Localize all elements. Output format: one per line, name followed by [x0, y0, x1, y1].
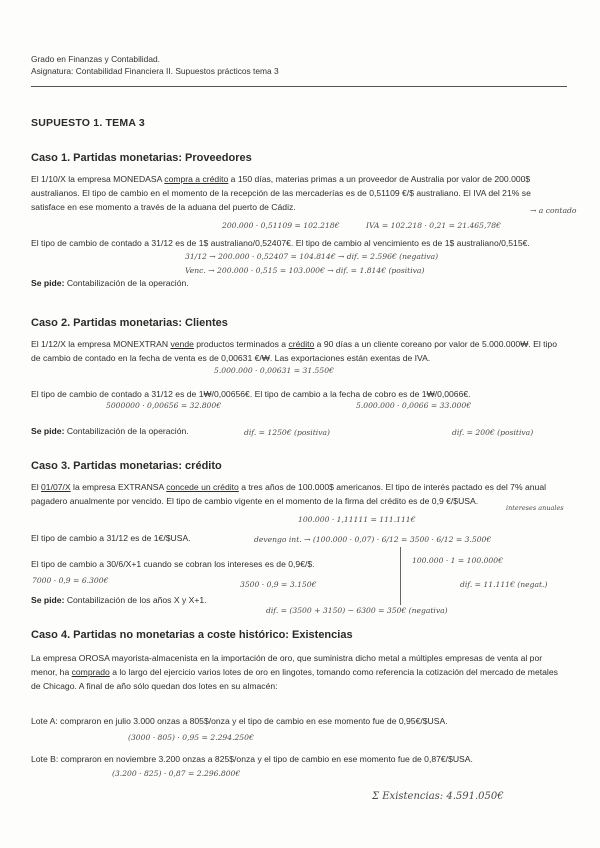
case4-handwritten-lot-b: (3.200 · 825) · 0,87 = 2.296.800€: [112, 769, 241, 778]
case1-text-b: a 150 días, materias primas a un proveedor de Australia por valor de 200.000$ australianos. El tipo de cambio en el momento de la recepción de las mercaderías es de 0,51109 €/$ australiano. El IVA del 21% se satisface en ese momento a través de la aduana del puerto de Cádiz.: [31, 174, 531, 212]
case3-handwritten-loan: 100.000 · 1,11111 = 111.111€: [298, 515, 416, 524]
case4-paragraph-1: [31, 651, 561, 693]
case4-handwritten-total: Σ Existencias: 4.591.050€: [372, 791, 504, 802]
case2-handwritten-diff-2: dif. = 200€ (positiva): [452, 428, 534, 437]
case3-underlined-credit: concede un crédito: [166, 482, 239, 492]
case3-request-text: Contabilización de los años X y X+1.: [64, 595, 207, 605]
case3-request-label: Se pide:: [31, 595, 65, 605]
case1-request-text: Contabilización de la operación.: [64, 278, 189, 288]
case2-paragraph-1: [31, 337, 561, 365]
case1-underlined: compra a crédito: [164, 174, 229, 184]
case3-vertical-divider: [400, 547, 401, 605]
case3-text-a: El: [31, 482, 42, 492]
case2-heading: Caso 2. Partidas monetarias: Clientes: [31, 317, 228, 329]
case3-handwritten-interest-note: intereses anuales: [506, 504, 564, 512]
case3-handwritten-interest-collected: [32, 576, 108, 585]
case4-lot-b: Lote B: compraron en noviembre 3.200 onzas a 825$/onza y el tipo de cambio en ese momento fue de 0,87€/$USA.: [31, 754, 473, 764]
case4-lot-a: Lote A: compraron en julio 3.000 onzas a 805$/onza y el tipo de cambio en ese momento fue de 0,95€/$USA.: [31, 716, 448, 726]
case3-text-b: la empresa EXTRANSA: [70, 482, 167, 492]
case3-handwritten-accrued-converted: 3500 · 0,9 = 3.150€: [240, 580, 317, 589]
case2-handwritten-year-end: 5000000 · 0,00656 = 32.800€: [106, 401, 222, 410]
case3-accrual-text: devengo int. → (100.000 · 0,07) · 6/12 = 3500 · 6/12 = 3.500€: [254, 535, 492, 544]
case1-handwritten-maturity: Venc. → 200.000 · 0,515 = 103.000€ → dif. = 1.814€ (positiva): [185, 266, 425, 275]
case2-underlined-credit: crédito: [288, 339, 315, 349]
case1-request: [31, 276, 561, 290]
case1-handwritten-vat: IVA = 102.218 · 0,21 = 21.465,78€: [366, 221, 501, 230]
case1-paragraph-2: El tipo de cambio de contado a 31/12 es de 1$ australiano/0,52407€. El tipo de cambio al vencimiento es de 1$ australiano/0,515€.: [31, 238, 530, 248]
case4-text-b: a lo largo del ejercicio varios lotes de oro en lingotes, tomando como referencia la cotización del mercado de metales de Chicago. A final de año sólo quedan dos lotes en su almacén:: [31, 667, 558, 691]
header-divider: [31, 86, 567, 87]
case3-interest-collected-text: 7000 · 0,9 = 6.300€: [32, 576, 109, 585]
case2-text-b: productos terminados a: [193, 339, 289, 349]
case3-handwritten-diff-interest: dif. = (3500 + 3150) − 6300 = 350€ (negativa): [266, 606, 448, 615]
header-line-subject: Asignatura: Contabilidad Financiera II. Supuestos prácticos tema 3: [31, 66, 279, 76]
case4-underlined-bought: comprado: [71, 667, 110, 677]
case1-heading: Caso 1. Partidas monetarias: Proveedores: [31, 152, 252, 164]
case1-text-a: El 1/10/X la empresa MONEDASA: [31, 174, 165, 184]
case1-handwritten-year-end: 31/12 → 200.000 · 0,52407 = 104.814€ → dif. = 2.596€ (negativa): [185, 252, 439, 261]
case2-text-a: El 1/12/X la empresa MONEXTRAN: [31, 339, 171, 349]
case3-paragraph-1: [31, 480, 561, 508]
case2-request-text: Contabilización de la operación.: [64, 426, 189, 436]
case2-handwritten-sale: 5.000.000 · 0,00631 = 31.550€: [214, 366, 334, 375]
case3-heading: Caso 3. Partidas monetarias: crédito: [31, 460, 222, 472]
case2-request-label: Se pide:: [31, 426, 65, 436]
case2-underlined-sells: vende: [170, 339, 194, 349]
case3-underlined-date: 01/07/X: [41, 482, 71, 492]
case1-paragraph-1: [31, 172, 561, 214]
case2-handwritten-diff-1: dif. = 1250€ (positiva): [244, 428, 330, 437]
case3-text-c: a tres años de 100.000$ americanos. El tipo de interés pactado es del 7% anual pagadero anualmente por vencido. El tipo de cambio vigente en el momento de la firma del crédito es de 0,9 €/$USA.: [31, 482, 547, 506]
header-line-degree: Grado en Finanzas y Contabilidad.: [31, 54, 160, 64]
case4-handwritten-lot-a: (3000 · 805) · 0,95 = 2.294.250€: [128, 733, 254, 742]
case3-paragraph-2: El tipo de cambio a 31/12 es de 1€/$USA.: [31, 533, 191, 543]
case3-paragraph-3: El tipo de cambio a 30/6/X+1 cuando se cobran los intereses es de 0,9€/$.: [31, 559, 315, 569]
case3-handwritten-year-end: 100.000 · 1 = 100.000€: [412, 556, 503, 565]
case2-text-c: a 90 días a un cliente coreano por valor de 5.000.000₩. El tipo de cambio de contado en la fecha de venta es de 0,00631 €/₩. Las exportaciones están exentas de IVA.: [31, 339, 557, 363]
case1-request-label: Se pide:: [31, 278, 65, 288]
case3-handwritten-diff-principal: dif. = 11.111€ (negat.): [460, 580, 548, 589]
document-header: [31, 53, 279, 77]
case2-paragraph-2: El tipo de cambio de contado a 31/12 es de 1₩/0,00656€. El tipo de cambio a la fecha de cobro es de 1₩/0,0066€.: [31, 389, 471, 399]
case4-heading: Caso 4. Partidas no monetarias a coste histórico: Existencias: [31, 629, 353, 641]
case1-handwritten-cash-note: → a contado: [530, 206, 577, 215]
case2-handwritten-collection: 5.000.000 · 0,0066 = 33.000€: [356, 401, 472, 410]
case4-text-a: La empresa OROSA mayorista-almacenista en la importación de oro, que suministra dicho metal a múltiples empresas de venta al por menor, ha: [31, 653, 543, 677]
document-title: SUPUESTO 1. TEMA 3: [31, 117, 145, 129]
case3-handwritten-accrual: [254, 535, 491, 544]
case1-handwritten-cost: 200.000 · 0,51109 = 102.218€: [222, 221, 340, 230]
case3-request: [31, 593, 561, 607]
